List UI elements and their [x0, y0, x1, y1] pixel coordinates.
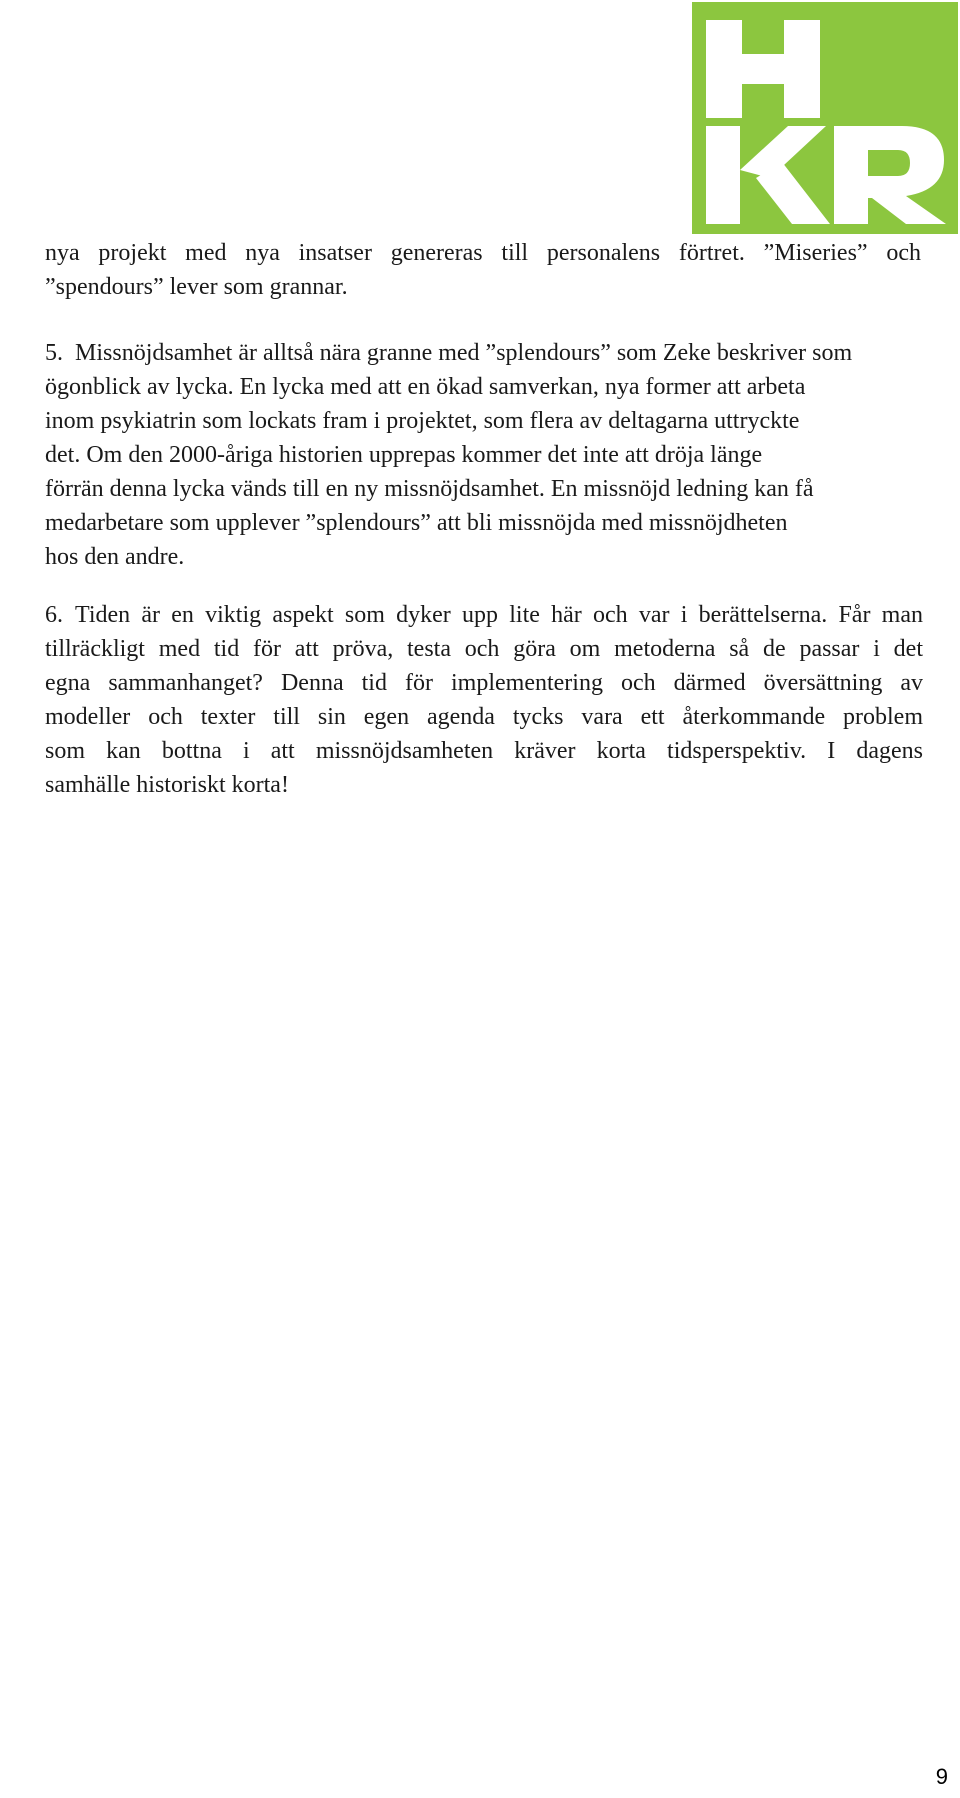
- item5-line-4: det. Om den 2000-åriga historien upprepas kommer det inte att dröja länge: [45, 442, 763, 468]
- item5-line-2: ögonblick av lycka. En lycka med att en ökad samverkan, nya former att arbeta: [45, 374, 806, 400]
- page-number: 9: [935, 1764, 948, 1789]
- list-item-number-6: 6.: [45, 602, 63, 628]
- list-item-number-5: 5.: [45, 340, 63, 366]
- item5-line-7: hos den andre.: [45, 544, 185, 570]
- intro-line-1: nya projekt med nya insatser genereras till personalens förtret. ”Miseries” och: [45, 240, 921, 266]
- item6-line-1: Tiden är en viktig aspekt som dyker upp lite här och var i berättelserna. Får man: [75, 602, 923, 628]
- item6-line-2: tillräckligt med tid för att pröva, testa och göra om metoderna så de passar i det: [45, 636, 923, 662]
- item6-line-6: samhälle historiskt korta!: [45, 772, 289, 798]
- item6-line-4: modeller och texter till sin egen agenda tycks vara ett återkommande problem: [45, 704, 923, 730]
- hkr-logo: [692, 2, 958, 234]
- item5-line-6: medarbetare som upplever ”splendours” att bli missnöjda med missnöjdheten: [45, 510, 788, 536]
- item6-line-5: som kan bottna i att missnöjdsamheten kräver korta tidsperspektiv. I dagens: [45, 738, 923, 764]
- item5-line-5: förrän denna lycka vänds till en ny missnöjdsamhet. En missnöjd ledning kan få: [45, 476, 814, 502]
- item5-line-3: inom psykiatrin som lockats fram i projektet, som flera av deltagarna uttryckte: [45, 408, 800, 434]
- item5-line-1: Missnöjdsamhet är alltså nära granne med ”splendours” som Zeke beskriver som: [75, 340, 853, 366]
- item6-line-3: egna sammanhanget? Denna tid för implementering och därmed översättning av: [45, 670, 923, 696]
- intro-line-2: ”spendours” lever som grannar.: [45, 274, 348, 300]
